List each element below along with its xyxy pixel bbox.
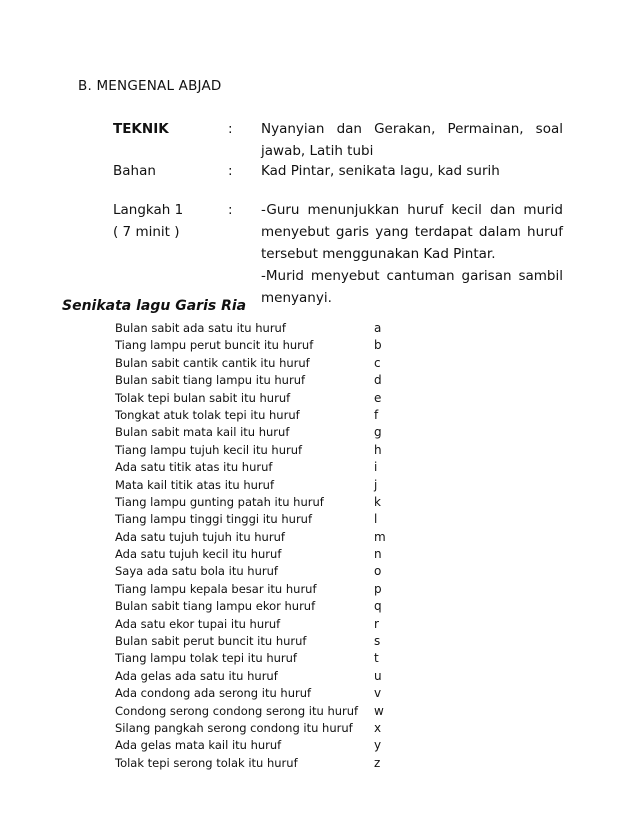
list-item: [115, 494, 405, 511]
song-letter: v: [374, 686, 382, 701]
song-lyric: Bulan sabit ada satu itu huruf: [115, 321, 286, 335]
song-lyric: Bulan sabit tiang lampu itu huruf: [115, 373, 306, 388]
teknik-value: Nyanyian dan Gerakan, Permainan, soal jawab, Latih tubi: [261, 121, 563, 159]
song-lyric: Ada satu tujuh tujuh itu huruf: [115, 529, 285, 544]
song-letter: t: [374, 651, 379, 666]
list-item: [115, 424, 405, 441]
song-lyric: Condong serong condong serong itu huruf: [115, 703, 359, 718]
list-item: [115, 459, 405, 476]
langkah-step-murid: -Murid menyebut cantuman garisan sambil menyanyi.: [261, 268, 563, 306]
list-item: [115, 581, 405, 598]
list-item: [115, 546, 405, 563]
song-lyric: Mata kail titik atas itu huruf: [115, 477, 274, 492]
list-item: [115, 407, 405, 424]
list-item: [115, 320, 405, 337]
teknik-label: TEKNIK: [113, 121, 169, 137]
song-lyric: Tolak tepi serong tolak itu huruf: [115, 755, 298, 770]
list-item: [115, 477, 405, 494]
teknik-colon: :: [228, 121, 233, 137]
list-item: [115, 703, 405, 720]
langkah-step-guru: -Guru menunjukkan huruf kecil dan murid menyebut garis yang terdapat dalam huruf tersebut menggunakan Kad Pintar.: [261, 202, 563, 262]
song-lyric: Tiang lampu tinggi tinggi itu huruf: [115, 512, 313, 527]
song-letter: d: [374, 373, 382, 388]
section-heading: B. MENGENAL ABJAD: [78, 78, 222, 94]
song-lyric: Bulan sabit tiang lampu ekor huruf: [115, 599, 316, 614]
song-letter: o: [374, 564, 382, 579]
song-lyric: Ada satu titik atas itu huruf: [115, 460, 273, 475]
bahan-label: Bahan: [113, 163, 156, 179]
bahan-colon: :: [228, 163, 233, 179]
list-item: [115, 616, 405, 633]
song-lyric: Ada satu ekor tupai itu huruf: [115, 616, 281, 631]
song-lyric: Tiang lampu tujuh kecil itu huruf: [115, 442, 303, 457]
langkah-label-duration: ( 7 minit ): [113, 224, 180, 240]
song-letter: l: [374, 512, 378, 527]
song-letter: n: [374, 547, 382, 562]
song-lyric: Tiang lampu tolak tepi itu huruf: [115, 651, 297, 666]
song-letter: f: [374, 407, 379, 422]
song-letter: q: [374, 599, 382, 614]
song-lyric: Ada satu tujuh kecil itu huruf: [115, 547, 282, 562]
song-title: Senikata lagu Garis Ria: [62, 298, 247, 314]
song-letter: i: [374, 460, 378, 475]
list-item: [115, 737, 405, 754]
song-letter: a: [374, 321, 382, 335]
list-item: [115, 337, 405, 354]
song-lyric: Bulan sabit mata kail itu huruf: [115, 425, 290, 440]
song-lyric: Bulan sabit perut buncit itu huruf: [115, 634, 307, 649]
list-item: [115, 598, 405, 615]
list-item: [115, 355, 405, 372]
song-lyric: Tolak tepi bulan sabit itu huruf: [115, 390, 291, 405]
song-letter: j: [374, 477, 378, 492]
song-lyric: Ada gelas mata kail itu huruf: [115, 738, 282, 753]
list-item: [115, 529, 405, 546]
song-letter: k: [374, 494, 381, 509]
song-letter: e: [374, 390, 382, 405]
list-item: [115, 668, 405, 685]
song-letter: p: [374, 581, 382, 596]
song-letter: h: [374, 442, 382, 457]
song-lyric: Silang pangkah serong condong itu huruf: [115, 720, 353, 735]
song-letter: c: [374, 355, 381, 370]
list-item: [115, 442, 405, 459]
song-letter: m: [374, 529, 386, 544]
song-letter: z: [374, 755, 381, 770]
song-letter: x: [374, 720, 382, 735]
list-item: [115, 755, 405, 772]
list-item: [115, 720, 405, 737]
langkah-value: [261, 199, 563, 309]
list-item: [115, 633, 405, 650]
list-item: [115, 563, 405, 580]
song-lyric: Ada condong ada serong itu huruf: [115, 686, 312, 701]
song-lyric: Tongkat atuk tolak tepi itu huruf: [115, 407, 300, 422]
bahan-value: Kad Pintar, senikata lagu, kad surih: [261, 163, 500, 179]
song-letter: b: [374, 338, 382, 353]
list-item: [115, 511, 405, 528]
song-lyric: Ada gelas ada satu itu huruf: [115, 668, 278, 683]
song-lyric: Tiang lampu kepala besar itu huruf: [115, 581, 317, 596]
song-letter: y: [374, 738, 382, 753]
song-lyrics-list: [115, 320, 405, 772]
langkah-label: [113, 199, 223, 243]
song-lyric: Tiang lampu gunting patah itu huruf: [115, 494, 324, 509]
song-letter: w: [374, 703, 384, 718]
song-lyric: Tiang lampu perut buncit itu huruf: [115, 338, 314, 353]
song-letter: g: [374, 425, 382, 440]
song-letter: r: [374, 616, 379, 631]
song-lyric: Bulan sabit cantik cantik itu huruf: [115, 355, 310, 370]
song-letter: u: [374, 668, 382, 683]
list-item: [115, 372, 405, 389]
song-letter: s: [374, 634, 381, 649]
langkah-label-step: Langkah 1: [113, 202, 184, 218]
list-item: [115, 650, 405, 667]
langkah-colon: :: [228, 202, 233, 218]
song-lyric: Saya ada satu bola itu huruf: [115, 564, 278, 579]
list-item: [115, 390, 405, 407]
list-item: [115, 685, 405, 702]
